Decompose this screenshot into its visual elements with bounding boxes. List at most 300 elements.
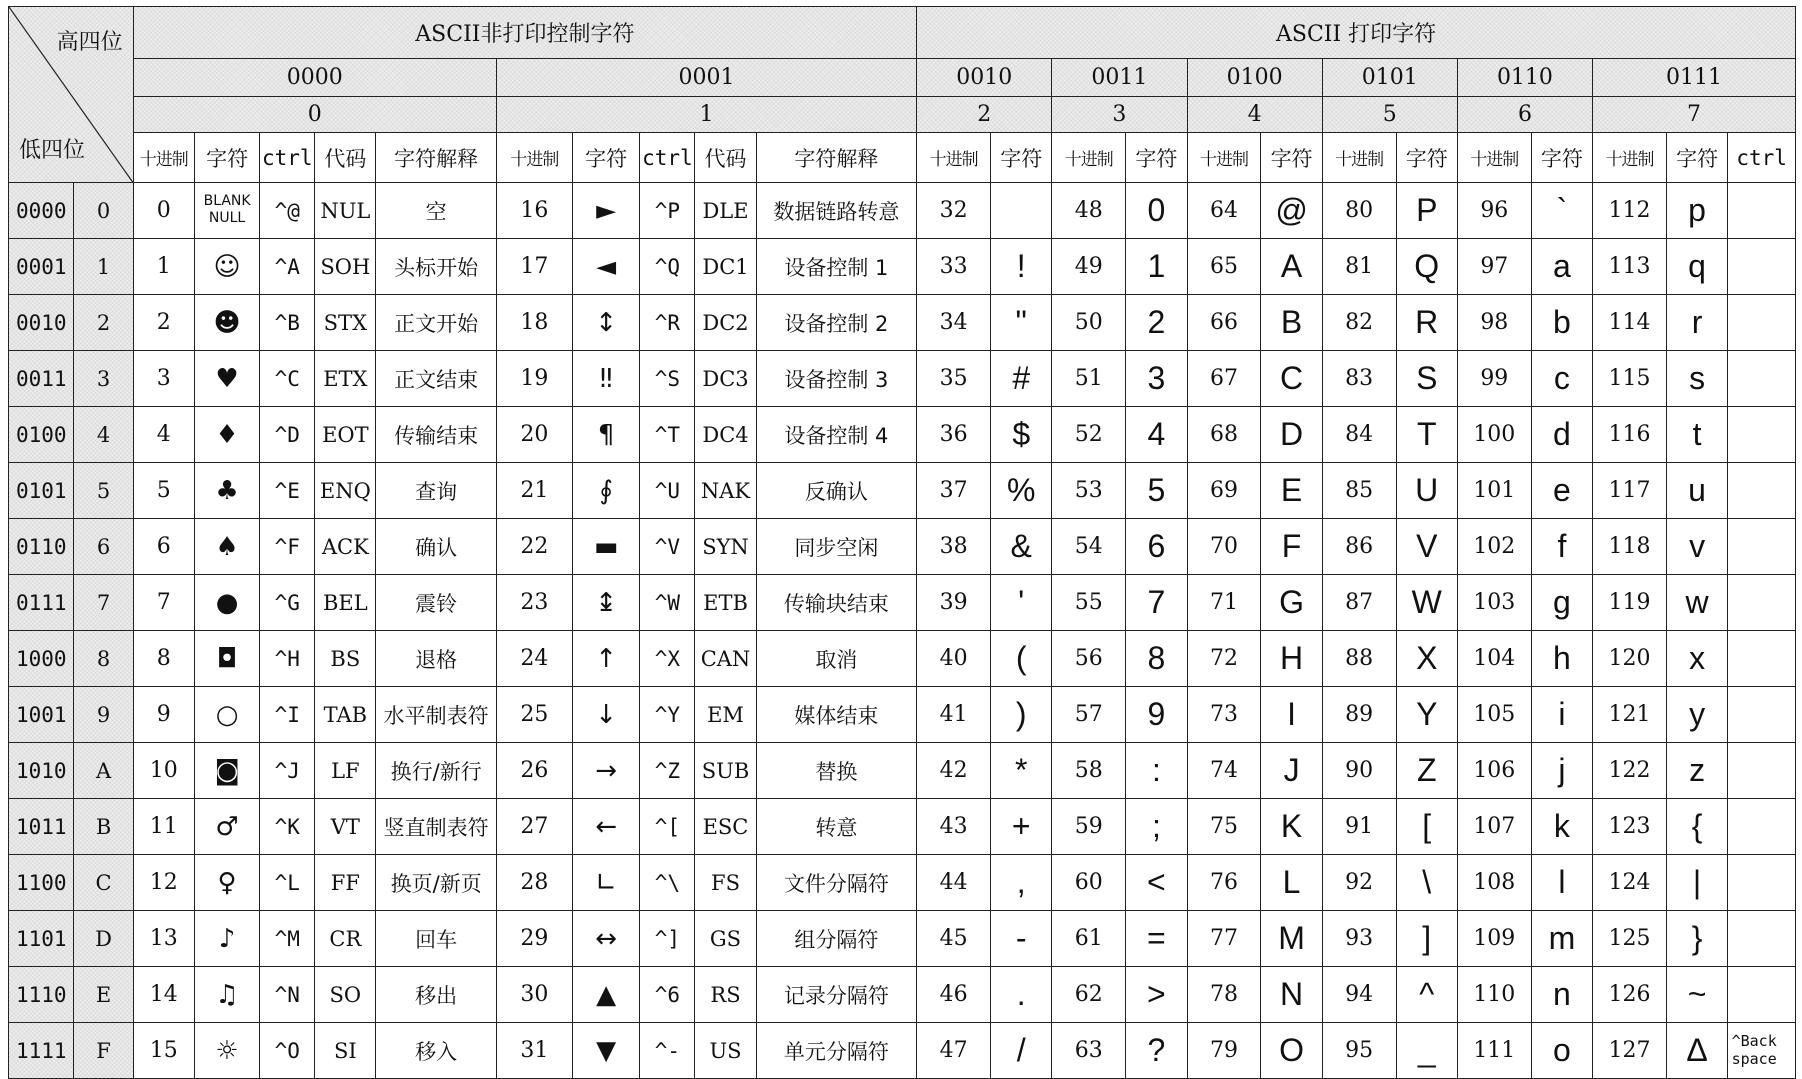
code-cell: EOT bbox=[315, 407, 376, 463]
char-cell: * bbox=[991, 743, 1052, 799]
decimal-cell: 34 bbox=[917, 295, 991, 351]
char-cell: D bbox=[1261, 407, 1322, 463]
low-hex-cell: 4 bbox=[74, 407, 133, 463]
decimal-cell: 17 bbox=[496, 239, 572, 295]
desc-cell: 反确认 bbox=[756, 463, 917, 519]
char-cell: : bbox=[1126, 743, 1187, 799]
table-row bbox=[9, 631, 1796, 687]
char-cell: c bbox=[1531, 351, 1592, 407]
code-cell: DC2 bbox=[695, 295, 756, 351]
decimal-cell: 2 bbox=[133, 295, 194, 351]
char-cell: ◙ bbox=[194, 743, 259, 799]
code-cell: SI bbox=[315, 1023, 376, 1079]
high-hex-2: 2 bbox=[917, 97, 1052, 133]
col-header-decimal: 十进制 bbox=[917, 133, 991, 183]
decimal-cell: 127 bbox=[1593, 1023, 1667, 1079]
table-row bbox=[9, 855, 1796, 911]
decimal-cell: 8 bbox=[133, 631, 194, 687]
ctrl-cell: ^V bbox=[640, 519, 695, 575]
char-cell: ? bbox=[1126, 1023, 1187, 1079]
backspace-label: ^Back space bbox=[1731, 1032, 1777, 1068]
low-hex-cell: 3 bbox=[74, 351, 133, 407]
low-bin-cell: 1100 bbox=[9, 855, 74, 911]
decimal-cell: 123 bbox=[1593, 799, 1667, 855]
char-cell: } bbox=[1666, 911, 1727, 967]
col-header-decimal: 十进制 bbox=[1322, 133, 1396, 183]
ctrl-cell bbox=[1728, 239, 1796, 295]
col-header-decimal: 十进制 bbox=[1052, 133, 1126, 183]
char-cell: ♣ bbox=[194, 463, 259, 519]
desc-cell: 同步空闲 bbox=[756, 519, 917, 575]
low-bin-cell: 1111 bbox=[9, 1023, 74, 1079]
char-cell bbox=[991, 183, 1052, 239]
decimal-cell: 125 bbox=[1593, 911, 1667, 967]
desc-cell: 竖直制表符 bbox=[376, 799, 496, 855]
decimal-cell: 52 bbox=[1052, 407, 1126, 463]
char-cell: u bbox=[1666, 463, 1727, 519]
char-cell: f bbox=[1531, 519, 1592, 575]
ctrl-cell bbox=[1728, 799, 1796, 855]
char-cell: ^ bbox=[1396, 967, 1457, 1023]
decimal-cell: 112 bbox=[1593, 183, 1667, 239]
char-cell: Δ bbox=[1666, 1023, 1727, 1079]
char-cell: P bbox=[1396, 183, 1457, 239]
code-cell: ACK bbox=[315, 519, 376, 575]
col-header-decimal: 十进制 bbox=[1187, 133, 1261, 183]
decimal-cell: 6 bbox=[133, 519, 194, 575]
char-cell: H bbox=[1261, 631, 1322, 687]
desc-cell: 查询 bbox=[376, 463, 496, 519]
low-hex-cell: D bbox=[74, 911, 133, 967]
decimal-cell: 61 bbox=[1052, 911, 1126, 967]
char-cell: # bbox=[991, 351, 1052, 407]
code-cell: ENQ bbox=[315, 463, 376, 519]
nonprint-group-header: ASCII非打印控制字符 bbox=[133, 7, 917, 59]
code-cell: ETB bbox=[695, 575, 756, 631]
code-cell: GS bbox=[695, 911, 756, 967]
decimal-cell: 47 bbox=[917, 1023, 991, 1079]
ctrl-cell: ^\ bbox=[640, 855, 695, 911]
col-header-ctrl: ctrl bbox=[1728, 133, 1796, 183]
char-cell: = bbox=[1126, 911, 1187, 967]
col-header-ctrl: ctrl bbox=[640, 133, 695, 183]
low-bin-cell: 0010 bbox=[9, 295, 74, 351]
char-cell: 1 bbox=[1126, 239, 1187, 295]
ctrl-cell: ^S bbox=[640, 351, 695, 407]
col-header-char: 字符 bbox=[572, 133, 640, 183]
ctrl-cell bbox=[1728, 967, 1796, 1023]
char-cell: ◘ bbox=[194, 631, 259, 687]
char-cell: F bbox=[1261, 519, 1322, 575]
desc-cell: 设备控制 4 bbox=[756, 407, 917, 463]
ctrl-cell bbox=[1728, 295, 1796, 351]
code-cell: CAN bbox=[695, 631, 756, 687]
char-cell: ♪ bbox=[194, 911, 259, 967]
char-cell: L bbox=[1261, 855, 1322, 911]
desc-cell: 头标开始 bbox=[376, 239, 496, 295]
code-cell: CR bbox=[315, 911, 376, 967]
ctrl-cell: ^P bbox=[640, 183, 695, 239]
table-row bbox=[9, 1023, 1796, 1079]
desc-cell: 移入 bbox=[376, 1023, 496, 1079]
low-bin-cell: 0100 bbox=[9, 407, 74, 463]
ctrl-cell: ^K bbox=[260, 799, 315, 855]
decimal-cell: 114 bbox=[1593, 295, 1667, 351]
decimal-cell: 40 bbox=[917, 631, 991, 687]
ctrl-cell: ^J bbox=[260, 743, 315, 799]
decimal-cell: 49 bbox=[1052, 239, 1126, 295]
col-header-char: 字符 bbox=[1531, 133, 1592, 183]
table-row bbox=[9, 687, 1796, 743]
decimal-cell: 7 bbox=[133, 575, 194, 631]
ctrl-cell: ^Q bbox=[640, 239, 695, 295]
decimal-cell: 83 bbox=[1322, 351, 1396, 407]
char-cell: / bbox=[991, 1023, 1052, 1079]
decimal-cell: 124 bbox=[1593, 855, 1667, 911]
decimal-cell: 93 bbox=[1322, 911, 1396, 967]
low-hex-cell: 2 bbox=[74, 295, 133, 351]
decimal-cell: 4 bbox=[133, 407, 194, 463]
char-cell: g bbox=[1531, 575, 1592, 631]
low-bin-cell: 1101 bbox=[9, 911, 74, 967]
decimal-cell: 104 bbox=[1457, 631, 1531, 687]
char-cell: J bbox=[1261, 743, 1322, 799]
low-bin-cell: 1010 bbox=[9, 743, 74, 799]
code-cell: DLE bbox=[695, 183, 756, 239]
char-cell: T bbox=[1396, 407, 1457, 463]
ctrl-cell: ^T bbox=[640, 407, 695, 463]
char-cell: ○ bbox=[194, 687, 259, 743]
low-hex-cell: 0 bbox=[74, 183, 133, 239]
char-cell: o bbox=[1531, 1023, 1592, 1079]
decimal-cell: 31 bbox=[496, 1023, 572, 1079]
char-cell: V bbox=[1396, 519, 1457, 575]
decimal-cell: 0 bbox=[133, 183, 194, 239]
low-hex-cell: 9 bbox=[74, 687, 133, 743]
char-cell: ) bbox=[991, 687, 1052, 743]
decimal-cell: 89 bbox=[1322, 687, 1396, 743]
desc-cell: 文件分隔符 bbox=[756, 855, 917, 911]
char-cell: ↕ bbox=[572, 295, 640, 351]
char-cell: y bbox=[1666, 687, 1727, 743]
ctrl-cell bbox=[1728, 519, 1796, 575]
ctrl-cell: ^] bbox=[640, 911, 695, 967]
high-hex-6: 6 bbox=[1457, 97, 1592, 133]
char-cell: ∮ bbox=[572, 463, 640, 519]
high-bin-5: 0101 bbox=[1322, 59, 1457, 97]
low-hex-cell: 7 bbox=[74, 575, 133, 631]
high-hex-0: 0 bbox=[133, 97, 496, 133]
table-row bbox=[9, 575, 1796, 631]
ctrl-cell bbox=[1728, 407, 1796, 463]
low-hex-cell: 8 bbox=[74, 631, 133, 687]
decimal-cell: 51 bbox=[1052, 351, 1126, 407]
char-cell: O bbox=[1261, 1023, 1322, 1079]
col-header-code: 代码 bbox=[315, 133, 376, 183]
ctrl-cell: ^F bbox=[260, 519, 315, 575]
desc-cell: 移出 bbox=[376, 967, 496, 1023]
col-header-decimal: 十进制 bbox=[496, 133, 572, 183]
char-cell: ♦ bbox=[194, 407, 259, 463]
decimal-cell: 88 bbox=[1322, 631, 1396, 687]
char-cell: ▲ bbox=[572, 967, 640, 1023]
decimal-cell: 90 bbox=[1322, 743, 1396, 799]
col-header-char: 字符 bbox=[194, 133, 259, 183]
decimal-cell: 85 bbox=[1322, 463, 1396, 519]
decimal-cell: 105 bbox=[1457, 687, 1531, 743]
table-row bbox=[9, 295, 1796, 351]
ctrl-cell: ^B bbox=[260, 295, 315, 351]
col-header-char: 字符 bbox=[1396, 133, 1457, 183]
char-cell: R bbox=[1396, 295, 1457, 351]
high-bin-6: 0110 bbox=[1457, 59, 1592, 97]
desc-cell: 记录分隔符 bbox=[756, 967, 917, 1023]
char-cell: q bbox=[1666, 239, 1727, 295]
decimal-cell: 35 bbox=[917, 351, 991, 407]
decimal-cell: 78 bbox=[1187, 967, 1261, 1023]
decimal-cell: 62 bbox=[1052, 967, 1126, 1023]
char-cell: → bbox=[572, 743, 640, 799]
char-cell: - bbox=[991, 911, 1052, 967]
char-cell: h bbox=[1531, 631, 1592, 687]
decimal-cell: 13 bbox=[133, 911, 194, 967]
decimal-cell: 9 bbox=[133, 687, 194, 743]
desc-cell: 正文结束 bbox=[376, 351, 496, 407]
decimal-cell: 19 bbox=[496, 351, 572, 407]
decimal-cell: 57 bbox=[1052, 687, 1126, 743]
low-hex-cell: C bbox=[74, 855, 133, 911]
decimal-cell: 39 bbox=[917, 575, 991, 631]
code-cell: DC4 bbox=[695, 407, 756, 463]
decimal-cell: 37 bbox=[917, 463, 991, 519]
code-cell: BEL bbox=[315, 575, 376, 631]
char-cell: l bbox=[1531, 855, 1592, 911]
char-cell: ☺ bbox=[194, 239, 259, 295]
decimal-cell: 3 bbox=[133, 351, 194, 407]
char-cell: Z bbox=[1396, 743, 1457, 799]
decimal-cell: 121 bbox=[1593, 687, 1667, 743]
ctrl-cell: ^C bbox=[260, 351, 315, 407]
ctrl-cell: ^O bbox=[260, 1023, 315, 1079]
high-hex-1: 1 bbox=[496, 97, 916, 133]
decimal-cell: 16 bbox=[496, 183, 572, 239]
table-row bbox=[9, 239, 1796, 295]
char-cell: ► bbox=[572, 183, 640, 239]
decimal-cell: 71 bbox=[1187, 575, 1261, 631]
ascii-table bbox=[8, 6, 1796, 1079]
col-header-ctrl: ctrl bbox=[260, 133, 315, 183]
char-cell: ↨ bbox=[572, 575, 640, 631]
char-cell: z bbox=[1666, 743, 1727, 799]
desc-cell: 转意 bbox=[756, 799, 917, 855]
ctrl-cell bbox=[1728, 855, 1796, 911]
decimal-cell: 56 bbox=[1052, 631, 1126, 687]
code-cell: EM bbox=[695, 687, 756, 743]
ctrl-cell bbox=[1728, 631, 1796, 687]
desc-cell: 震铃 bbox=[376, 575, 496, 631]
char-cell: ♫ bbox=[194, 967, 259, 1023]
ctrl-cell: ^R bbox=[640, 295, 695, 351]
desc-cell: 数据链路转意 bbox=[756, 183, 917, 239]
char-cell: , bbox=[991, 855, 1052, 911]
char-cell: ♀ bbox=[194, 855, 259, 911]
low-hex-cell: F bbox=[74, 1023, 133, 1079]
high-four-bits-label: 高四位 bbox=[56, 30, 123, 55]
ctrl-cell: ^M bbox=[260, 911, 315, 967]
char-cell: a bbox=[1531, 239, 1592, 295]
code-cell: BS bbox=[315, 631, 376, 687]
char-cell: . bbox=[991, 967, 1052, 1023]
char-cell: U bbox=[1396, 463, 1457, 519]
decimal-cell: 70 bbox=[1187, 519, 1261, 575]
char-cell: s bbox=[1666, 351, 1727, 407]
decimal-cell: 81 bbox=[1322, 239, 1396, 295]
char-cell: r bbox=[1666, 295, 1727, 351]
char-cell: 0 bbox=[1126, 183, 1187, 239]
ctrl-cell: ^E bbox=[260, 463, 315, 519]
decimal-cell: 69 bbox=[1187, 463, 1261, 519]
char-cell: 7 bbox=[1126, 575, 1187, 631]
char-cell: " bbox=[991, 295, 1052, 351]
char-cell: ! bbox=[991, 239, 1052, 295]
char-cell: ‼ bbox=[572, 351, 640, 407]
decimal-cell: 27 bbox=[496, 799, 572, 855]
char-cell: _ bbox=[1396, 1023, 1457, 1079]
low-hex-cell: 5 bbox=[74, 463, 133, 519]
code-cell: NAK bbox=[695, 463, 756, 519]
decimal-cell: 94 bbox=[1322, 967, 1396, 1023]
col-header-code: 代码 bbox=[695, 133, 756, 183]
char-cell: I bbox=[1261, 687, 1322, 743]
char-cell: i bbox=[1531, 687, 1592, 743]
desc-cell: 传输块结束 bbox=[756, 575, 917, 631]
char-cell: ~ bbox=[1666, 967, 1727, 1023]
decimal-cell: 99 bbox=[1457, 351, 1531, 407]
char-cell: ● bbox=[194, 575, 259, 631]
decimal-cell: 73 bbox=[1187, 687, 1261, 743]
code-cell: ETX bbox=[315, 351, 376, 407]
desc-cell: 正文开始 bbox=[376, 295, 496, 351]
ctrl-cell: ^W bbox=[640, 575, 695, 631]
char-cell: ☻ bbox=[194, 295, 259, 351]
char-cell: ¶ bbox=[572, 407, 640, 463]
char-cell: > bbox=[1126, 967, 1187, 1023]
char-cell: b bbox=[1531, 295, 1592, 351]
decimal-cell: 45 bbox=[917, 911, 991, 967]
decimal-cell: 11 bbox=[133, 799, 194, 855]
desc-cell: 组分隔符 bbox=[756, 911, 917, 967]
char-cell: ↑ bbox=[572, 631, 640, 687]
code-cell: ESC bbox=[695, 799, 756, 855]
high-bin-2: 0010 bbox=[917, 59, 1052, 97]
char-cell: K bbox=[1261, 799, 1322, 855]
code-cell: SUB bbox=[695, 743, 756, 799]
code-cell: NUL bbox=[315, 183, 376, 239]
decimal-cell: 5 bbox=[133, 463, 194, 519]
low-bin-cell: 0011 bbox=[9, 351, 74, 407]
ctrl-cell: ^@ bbox=[260, 183, 315, 239]
char-cell: ` bbox=[1531, 183, 1592, 239]
char-cell: @ bbox=[1261, 183, 1322, 239]
ctrl-cell bbox=[1728, 1023, 1796, 1079]
char-cell: ▬ bbox=[572, 519, 640, 575]
decimal-cell: 22 bbox=[496, 519, 572, 575]
decimal-cell: 46 bbox=[917, 967, 991, 1023]
decimal-cell: 92 bbox=[1322, 855, 1396, 911]
col-header-decimal: 十进制 bbox=[133, 133, 194, 183]
decimal-cell: 87 bbox=[1322, 575, 1396, 631]
char-cell: x bbox=[1666, 631, 1727, 687]
char-cell: 9 bbox=[1126, 687, 1187, 743]
table-row bbox=[9, 911, 1796, 967]
char-cell: M bbox=[1261, 911, 1322, 967]
decimal-cell: 120 bbox=[1593, 631, 1667, 687]
char-cell: j bbox=[1531, 743, 1592, 799]
decimal-cell: 80 bbox=[1322, 183, 1396, 239]
char-cell: k bbox=[1531, 799, 1592, 855]
table-row bbox=[9, 351, 1796, 407]
char-cell: ☼ bbox=[194, 1023, 259, 1079]
char-cell: ∟ bbox=[572, 855, 640, 911]
decimal-cell: 102 bbox=[1457, 519, 1531, 575]
blank-null-label: BLANK NULL bbox=[203, 192, 251, 226]
col-header-desc: 字符解释 bbox=[376, 133, 496, 183]
char-cell: ↓ bbox=[572, 687, 640, 743]
decimal-cell: 76 bbox=[1187, 855, 1261, 911]
decimal-cell: 24 bbox=[496, 631, 572, 687]
low-hex-cell: B bbox=[74, 799, 133, 855]
char-cell: + bbox=[991, 799, 1052, 855]
table-row bbox=[9, 183, 1796, 239]
decimal-cell: 60 bbox=[1052, 855, 1126, 911]
decimal-cell: 115 bbox=[1593, 351, 1667, 407]
desc-cell: 设备控制 3 bbox=[756, 351, 917, 407]
col-header-char: 字符 bbox=[1126, 133, 1187, 183]
decimal-cell: 41 bbox=[917, 687, 991, 743]
high-hex-5: 5 bbox=[1322, 97, 1457, 133]
decimal-cell: 97 bbox=[1457, 239, 1531, 295]
table-row bbox=[9, 967, 1796, 1023]
decimal-cell: 1 bbox=[133, 239, 194, 295]
char-cell: C bbox=[1261, 351, 1322, 407]
high-hex-3: 3 bbox=[1052, 97, 1187, 133]
char-cell: ♂ bbox=[194, 799, 259, 855]
desc-cell: 空 bbox=[376, 183, 496, 239]
code-cell: TAB bbox=[315, 687, 376, 743]
char-cell: n bbox=[1531, 967, 1592, 1023]
decimal-cell: 65 bbox=[1187, 239, 1261, 295]
low-bin-cell: 0110 bbox=[9, 519, 74, 575]
decimal-cell: 53 bbox=[1052, 463, 1126, 519]
col-header-char: 字符 bbox=[1261, 133, 1322, 183]
decimal-cell: 119 bbox=[1593, 575, 1667, 631]
table-row bbox=[9, 519, 1796, 575]
decimal-cell: 44 bbox=[917, 855, 991, 911]
char-cell: p bbox=[1666, 183, 1727, 239]
decimal-cell: 58 bbox=[1052, 743, 1126, 799]
char-cell: < bbox=[1126, 855, 1187, 911]
low-bin-cell: 1110 bbox=[9, 967, 74, 1023]
char-cell: ; bbox=[1126, 799, 1187, 855]
low-four-bits-label: 低四位 bbox=[19, 138, 86, 163]
decimal-cell: 117 bbox=[1593, 463, 1667, 519]
decimal-cell: 42 bbox=[917, 743, 991, 799]
char-cell: ( bbox=[991, 631, 1052, 687]
code-cell: LF bbox=[315, 743, 376, 799]
decimal-cell: 67 bbox=[1187, 351, 1261, 407]
col-header-char: 字符 bbox=[1666, 133, 1727, 183]
decimal-cell: 14 bbox=[133, 967, 194, 1023]
